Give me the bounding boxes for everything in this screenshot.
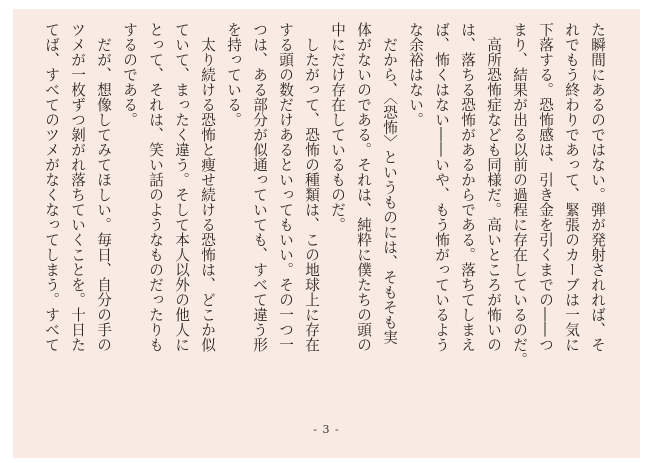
text-line: とって、それは、笑い話のようなものだったりも xyxy=(147,22,164,352)
text-line: したがって、恐怖の種類は、この地球上に存在 xyxy=(303,22,320,352)
text-line: 下落する。恐怖感は、引き金を引くまでの――つ xyxy=(537,22,554,352)
text-line: する頭の数だけあるといってもいい。その一つ一 xyxy=(277,22,294,352)
text-line: だから、〈恐怖〉というものには、そもそも実 xyxy=(381,22,398,345)
text-line: ば、怖くはない――いや、もう怖がっているよう xyxy=(433,22,450,352)
text-line: ツメが一枚ずつ剝がれ落ちていくことを。十日た xyxy=(69,22,86,352)
text-line: 高所恐怖症なども同様だ。高いところが怖いの xyxy=(485,22,502,352)
text-line: な余裕はない。 xyxy=(407,22,424,127)
text-line: つは、ある部分が似通っていても、すべて違う形 xyxy=(251,22,268,352)
text-line: を持っている。 xyxy=(225,22,242,127)
text-line: ていて、まったく違う。そして本人以外の他人に xyxy=(173,22,190,352)
text-line: 太り続ける恐怖と痩せ続ける恐怖は、どこか似 xyxy=(199,22,216,352)
vertical-body-text xyxy=(43,22,610,407)
text-line: だが、想像してみてほしい。毎日、自分の手の xyxy=(95,22,112,352)
text-line: た瞬間にあるのではない。弾が発射されれば、そ xyxy=(589,22,606,352)
page-number: - 3 - xyxy=(313,423,340,436)
text-line: は、落ちる恐怖があるからである。落ちてしまえ xyxy=(459,22,476,352)
text-line: するのである。 xyxy=(121,22,138,127)
text-line: 体がないのである。それは、純粋に僕たちの頭の xyxy=(355,22,372,352)
text-column-area xyxy=(43,22,610,407)
text-line: まり、結果が出る以前の過程に存在しているのだ。 xyxy=(511,22,528,367)
book-page xyxy=(13,9,640,458)
text-line: 中にだけ存在しているものだ。 xyxy=(329,22,346,232)
text-line: れでもう終わりであって、緊張のカーブは一気に xyxy=(563,22,580,352)
text-line: てば、すべてのツメがなくなってしまう。すべて xyxy=(43,22,60,352)
